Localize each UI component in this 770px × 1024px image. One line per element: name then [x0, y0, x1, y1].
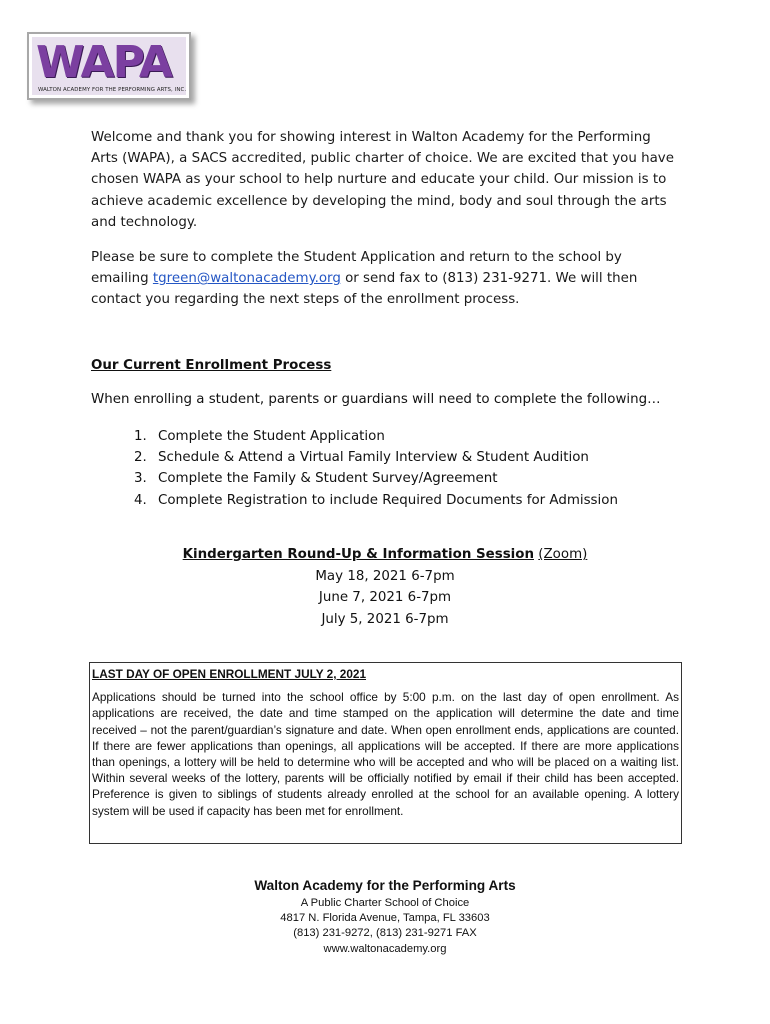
session-zoom: (Zoom): [538, 547, 588, 562]
step-number: 3.: [134, 471, 147, 487]
session-heading: [0, 544, 770, 566]
step-number: 4.: [134, 492, 147, 508]
footer-website[interactable]: www.waltonacademy.org: [323, 942, 447, 955]
open-enrollment-notice: [89, 662, 682, 844]
list-item: [134, 468, 618, 489]
list-item: [134, 426, 618, 447]
list-item: [134, 490, 618, 511]
enrollment-lead: When enrolling a student, parents or guardians will need to complete the following…: [91, 392, 661, 407]
footer-address: 4817 N. Florida Avenue, Tampa, FL 33603: [280, 912, 490, 925]
session-title: Kindergarten Round-Up & Information Session: [182, 547, 535, 562]
logo-letters: WAPA: [36, 37, 171, 88]
info-session: [0, 544, 770, 630]
step-text: Complete the Family & Student Survey/Agreement: [158, 471, 498, 487]
email-link[interactable]: tgreen@waltonacademy.org: [152, 271, 341, 287]
logo-background: [32, 37, 186, 95]
step-text: Schedule & Attend a Virtual Family Interview & Student Audition: [158, 450, 589, 466]
instructions-text-end: or send fax to (813) 231-9271. We will then contact you regarding the next steps of the enrollment process.: [91, 271, 638, 308]
notice-title: LAST DAY OF OPEN ENROLLMENT JULY 2, 2021: [92, 667, 367, 681]
step-number: 2.: [134, 450, 147, 466]
intro-paragraph: Welcome and thank you for showing interest in Walton Academy for the Performing Arts (WAPA), a SACS accredited, public charter of choice. We are excited that you have chosen WAPA as your school to help nurture and educate your child. Our mission is to achieve academic excellence by developing the mind, body and soul through the arts and technology.: [91, 130, 674, 230]
footer-phone: (813) 231-9272, (813) 231-9271 FAX: [293, 927, 477, 940]
step-text: Complete Registration to include Required Documents for Admission: [158, 492, 618, 508]
enrollment-heading: Our Current Enrollment Process: [91, 358, 332, 373]
footer: [0, 877, 770, 957]
wapa-logo: [27, 32, 191, 100]
enrollment-steps: [134, 426, 618, 511]
step-number: 1.: [134, 429, 147, 444]
list-item: [134, 447, 618, 468]
footer-subtitle: A Public Charter School of Choice: [300, 897, 470, 909]
session-date: July 5, 2021 6-7pm: [321, 611, 449, 627]
session-date: June 7, 2021 6-7pm: [318, 590, 452, 605]
application-instructions: [91, 247, 681, 311]
session-date: May 18, 2021 6-7pm: [315, 568, 455, 584]
footer-school-name: Walton Academy for the Performing Arts: [254, 878, 516, 893]
step-text: Complete the Student Application: [158, 429, 385, 444]
logo-tagline: WALTON ACADEMY FOR THE PERFORMING ARTS, INC.: [38, 87, 187, 93]
instructions-text-start: Please be sure to complete the Student Application and return to the school by emailing: [91, 250, 622, 287]
notice-body: Applications should be turned into the school office by 5:00 p.m. on the last day of open enrollment. As applications are received, the date and time stamped on the application will determine the date and time received – not the parent/guardian’s signature and date. When open enrollment ends, applications are counted. If there are fewer applications than openings, all applications will be accepted. If there are more applications than openings, a lottery will be held to determine who will be accepted and who will be placed on a waiting list. Within several weeks of the lottery, parents will be officially notified by email if their child has been accepted. Preference is given to siblings of students already enrolled at the school for an available opening. A lottery system will be used if capacity has been met for enrollment.: [92, 690, 679, 818]
